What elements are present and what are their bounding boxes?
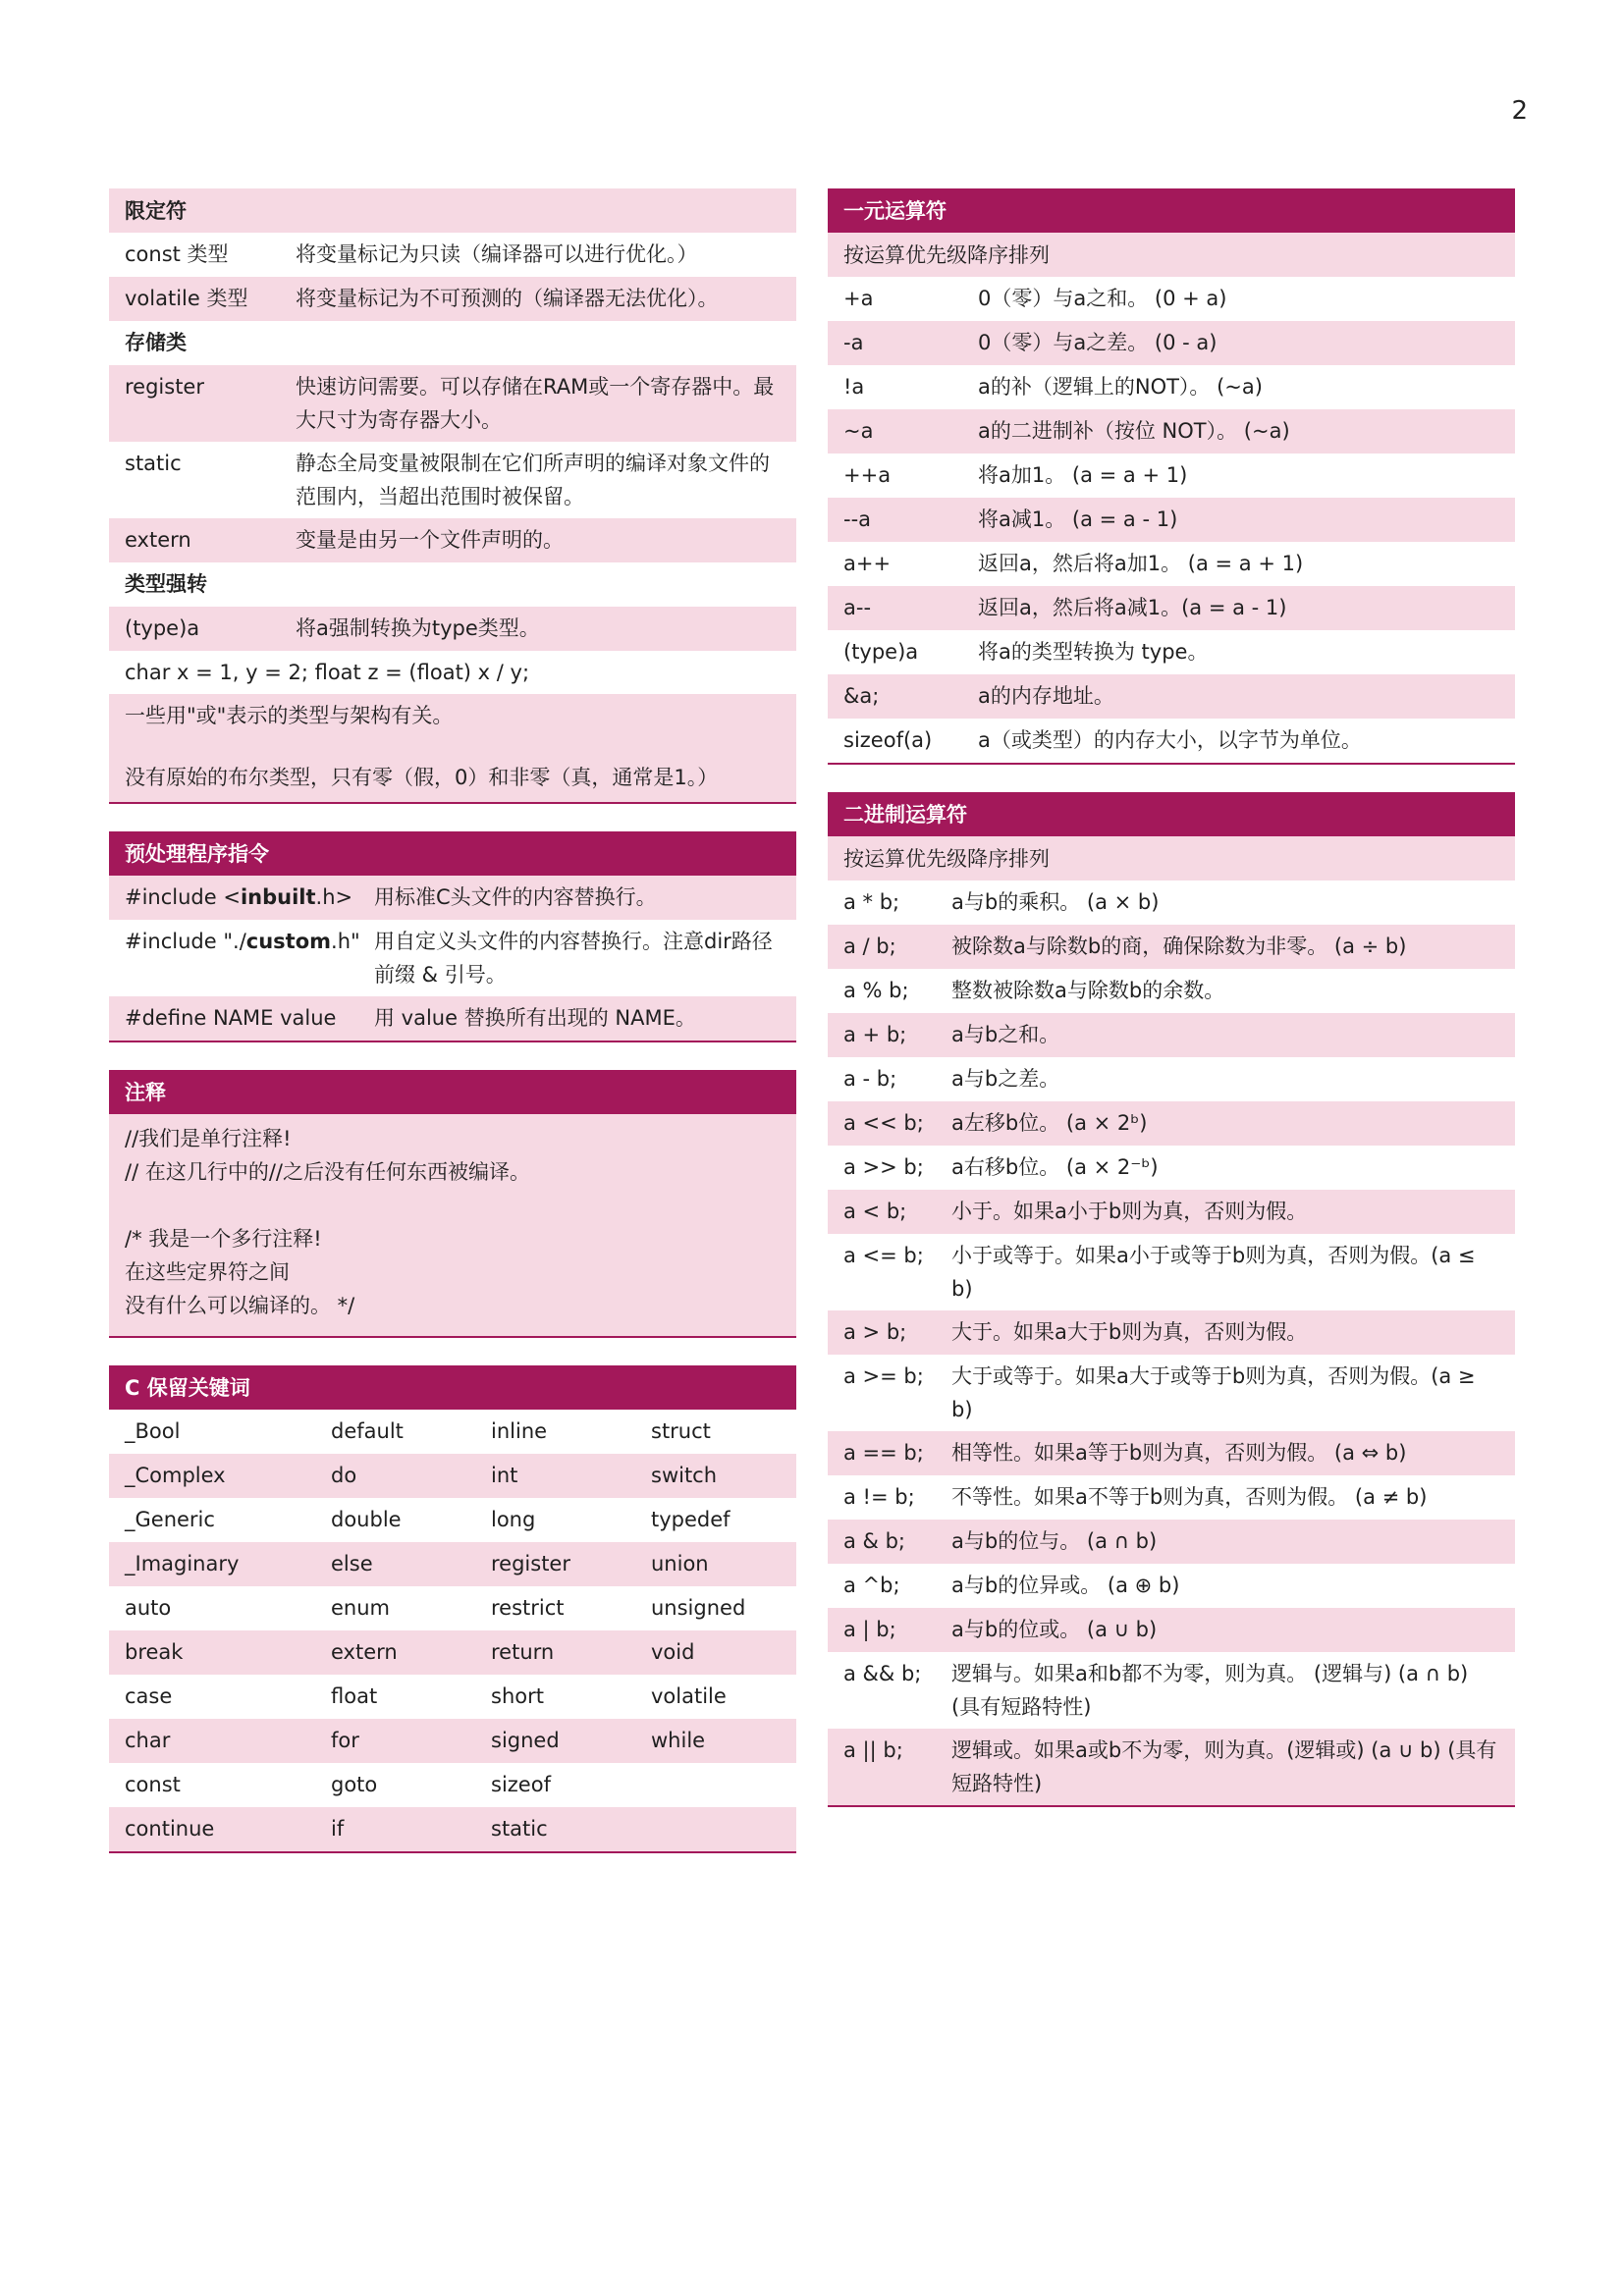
operator-row (828, 1013, 1515, 1057)
note-blank (109, 732, 796, 756)
keyword-cell: default (331, 1419, 404, 1443)
keyword-row (109, 1542, 796, 1586)
operator-symbol: a - b; (843, 1067, 897, 1091)
keyword-row (109, 1630, 796, 1675)
operator-symbol: a >= b; (843, 1364, 924, 1388)
qualifier-row (109, 277, 796, 321)
storage-row (109, 518, 796, 562)
operator-symbol: a * b; (843, 890, 900, 914)
operator-symbol: ++a (843, 463, 892, 487)
keyword-row (109, 1454, 796, 1498)
operator-symbol: a < b; (843, 1200, 907, 1223)
operator-symbol: a % b; (843, 979, 909, 1002)
keyword-cell: struct (651, 1419, 711, 1443)
operator-row (828, 719, 1515, 763)
directive-desc: 用标准C头文件的内容替换行。 (374, 885, 657, 909)
keyword-cell: double (331, 1508, 402, 1531)
keyword-row (109, 1763, 796, 1807)
storage-desc: 变量是由另一个文件声明的。 (296, 528, 564, 552)
qualifiers-section (109, 188, 796, 804)
operator-desc: 将a加1。 (a = a + 1) (978, 463, 1188, 487)
preprocessor-row (109, 876, 796, 920)
directive-suffix: .h" (331, 930, 360, 953)
note-architecture: 一些用"或"表示的类型与架构有关。 (109, 694, 796, 732)
keyword-cell: const (125, 1773, 181, 1796)
keyword-cell: while (651, 1729, 706, 1752)
operator-desc: 将a的类型转换为 type。 (978, 640, 1209, 664)
operator-desc: a的补（逻辑上的NOT）。 (~a) (978, 375, 1263, 399)
operator-symbol: a << b; (843, 1111, 924, 1135)
operator-desc: 返回a，然后将a加1。 (a = a + 1) (978, 552, 1304, 575)
comment-line: /* 我是一个多行注释! (125, 1227, 322, 1251)
operator-row (828, 1057, 1515, 1101)
operator-row (828, 542, 1515, 586)
keyword-cell: _Complex (125, 1464, 226, 1487)
qualifier-row (109, 233, 796, 277)
keyword-cell: goto (331, 1773, 378, 1796)
keyword-cell: if (331, 1817, 345, 1841)
directive-name: custom (245, 930, 332, 953)
operator-desc: 小于。如果a小于b则为真，否则为假。 (951, 1200, 1308, 1223)
keyword-cell: void (651, 1640, 695, 1664)
storage-desc: 静态全局变量被限制在它们所声明的编译对象文件的范围内，当超出范围时被保留。 (296, 452, 770, 508)
keyword-cell (635, 1763, 796, 1807)
directive-desc: 用自定义头文件的内容替换行。注意dir路径前缀 & 引号。 (374, 930, 773, 987)
comment-line: 在这些定界符之间 (125, 1260, 290, 1284)
keywords-section (109, 1365, 796, 1853)
keyword-cell: switch (651, 1464, 718, 1487)
keyword-cell: register (491, 1552, 570, 1575)
keyword-cell: sizeof (491, 1773, 551, 1796)
operator-desc: 逻辑与。如果a和b都不为零，则为真。 (逻辑与) (a ∩ b) (具有短路特性) (951, 1662, 1469, 1719)
comments-block (109, 1114, 796, 1336)
storage-key: register (125, 375, 204, 399)
operator-row (828, 969, 1515, 1013)
operator-desc: a与b之差。 (951, 1067, 1060, 1091)
operator-desc: a（或类型）的内存大小，以字节为单位。 (978, 728, 1362, 752)
operator-row (828, 586, 1515, 630)
cast-desc: 将a强制转换为type类型。 (296, 616, 540, 640)
keyword-row (109, 1807, 796, 1851)
operator-row (828, 1652, 1515, 1729)
keyword-cell: int (491, 1464, 518, 1487)
operator-desc: 大于。如果a大于b则为真，否则为假。 (951, 1320, 1308, 1344)
cast-row (109, 607, 796, 651)
directive (109, 876, 374, 920)
operator-row (828, 1190, 1515, 1234)
operator-desc: a与b的位与。 (a ∩ b) (951, 1529, 1158, 1553)
operator-row (828, 1520, 1515, 1564)
qualifiers-title: 限定符 (109, 188, 796, 233)
keyword-cell: _Generic (125, 1508, 215, 1531)
keyword-cell: extern (331, 1640, 398, 1664)
operator-desc: a与b之和。 (951, 1023, 1060, 1046)
operator-symbol: a >> b; (843, 1155, 924, 1179)
keyword-cell: unsigned (651, 1596, 746, 1620)
operator-symbol: a / b; (843, 934, 896, 958)
operator-symbol: +a (843, 287, 874, 310)
keyword-row (109, 1410, 796, 1454)
keyword-cell: continue (125, 1817, 215, 1841)
binary-table (828, 881, 1515, 1805)
keyword-cell: signed (491, 1729, 560, 1752)
keyword-cell (635, 1807, 796, 1851)
operator-row (828, 454, 1515, 498)
keyword-cell: float (331, 1684, 378, 1708)
operator-row (828, 277, 1515, 321)
cast-key: (type)a (125, 616, 200, 640)
operator-row (828, 1310, 1515, 1355)
operator-row (828, 1608, 1515, 1652)
keyword-cell: short (491, 1684, 544, 1708)
operator-desc: 0（零）与a之和。 (0 + a) (978, 287, 1227, 310)
operator-symbol: a ^b; (843, 1574, 900, 1597)
storage-row (109, 365, 796, 442)
operator-desc: 逻辑或。如果a或b不为零，则为真。(逻辑或) (a ∪ b) (具有短路特性) (951, 1738, 1497, 1795)
directive: #define NAME value (125, 1006, 337, 1030)
unary-section (828, 188, 1515, 765)
comment-line: 没有什么可以编译的。 */ (125, 1294, 355, 1317)
preprocessor-title: 预处理程序指令 (109, 831, 796, 876)
directive-prefix: #include < (125, 885, 241, 909)
right-column (828, 188, 1515, 1835)
operator-row (828, 365, 1515, 409)
operator-symbol: -a (843, 331, 864, 354)
directive-prefix: #include "./ (125, 930, 246, 953)
operator-desc: a与b的位或。 (a ∪ b) (951, 1618, 1158, 1641)
operator-desc: 将a减1。 (a = a - 1) (978, 507, 1178, 531)
keywords-table (109, 1410, 796, 1851)
operator-row (828, 1431, 1515, 1475)
operator-desc: 被除数a与除数b的商，确保除数为非零。 (a ÷ b) (951, 934, 1407, 958)
comment-line (125, 1189, 781, 1222)
qualifier-desc: 将变量标记为只读（编译器可以进行优化。） (296, 242, 698, 266)
operator-row (828, 925, 1515, 969)
operator-desc: a的内存地址。 (978, 684, 1114, 708)
operator-row (828, 630, 1515, 674)
operator-desc: 返回a，然后将a减1。(a = a - 1) (978, 596, 1287, 619)
qualifier-key: const 类型 (125, 242, 229, 266)
keyword-cell: do (331, 1464, 357, 1487)
unary-subtitle: 按运算优先级降序排列 (828, 233, 1515, 277)
operator-symbol: &a; (843, 684, 880, 708)
operator-symbol: a++ (843, 552, 892, 575)
keyword-cell: volatile (651, 1684, 727, 1708)
operator-desc: a与b的位异或。 (a ⊕ b) (951, 1574, 1180, 1597)
note-boolean: 没有原始的布尔类型，只有零（假，0）和非零（真，通常是1。） (109, 756, 796, 802)
operator-symbol: !a (843, 375, 865, 399)
storage-class-title: 存储类 (125, 331, 187, 354)
operator-symbol: ~a (843, 419, 874, 443)
operator-symbol: a + b; (843, 1023, 907, 1046)
directive (109, 920, 374, 996)
operator-row (828, 321, 1515, 365)
keyword-row (109, 1675, 796, 1719)
operator-symbol: a | b; (843, 1618, 896, 1641)
operator-symbol: a || b; (843, 1738, 903, 1762)
cast-example: char x = 1, y = 2; float z = (float) x / y; (125, 661, 530, 684)
keyword-cell: auto (125, 1596, 172, 1620)
operator-symbol: a && b; (843, 1662, 922, 1685)
operator-row (828, 1564, 1515, 1608)
directive-name: inbuilt (240, 885, 316, 909)
directive-desc: 用 value 替换所有出现的 NAME。 (374, 1006, 696, 1030)
operator-symbol: a & b; (843, 1529, 905, 1553)
binary-title: 二进制运算符 (828, 792, 1515, 836)
preprocessor-section (109, 831, 796, 1042)
storage-key: extern (125, 528, 191, 552)
unary-table (828, 277, 1515, 763)
keyword-row (109, 1586, 796, 1630)
page-number: 2 (1511, 96, 1528, 126)
operator-desc: a左移b位。 (a × 2ᵇ) (951, 1111, 1148, 1135)
type-cast-title: 类型强转 (125, 572, 207, 596)
operator-row (828, 409, 1515, 454)
operator-desc: 0（零）与a之差。 (0 - a) (978, 331, 1218, 354)
operator-symbol: --a (843, 507, 872, 531)
storage-key: static (125, 452, 182, 475)
binary-section (828, 792, 1515, 1807)
keyword-cell: _Imaginary (125, 1552, 240, 1575)
keyword-cell: return (491, 1640, 555, 1664)
comment-line: // 在这几行中的//之后没有任何东西被编译。 (125, 1160, 530, 1184)
operator-desc: a与b的乘积。 (a × b) (951, 890, 1160, 914)
operator-desc: 大于或等于。如果a大于或等于b则为真，否则为假。(a ≥ b) (951, 1364, 1476, 1421)
operator-desc: a右移b位。 (a × 2⁻ᵇ) (951, 1155, 1159, 1179)
operator-row (828, 1729, 1515, 1805)
qualifier-key: volatile 类型 (125, 287, 248, 310)
operator-desc: 不等性。如果a不等于b则为真，否则为假。 (a ≠ b) (951, 1485, 1428, 1509)
operator-symbol: a != b; (843, 1485, 915, 1509)
operator-row (828, 1234, 1515, 1310)
keyword-cell: restrict (491, 1596, 565, 1620)
left-column (109, 188, 796, 1881)
operator-desc: 整数被除数a与除数b的余数。 (951, 979, 1225, 1002)
keyword-cell: typedef (651, 1508, 731, 1531)
storage-row (109, 442, 796, 518)
operator-row (828, 1101, 1515, 1146)
keyword-cell: else (331, 1552, 373, 1575)
comments-title: 注释 (109, 1070, 796, 1114)
operator-row (828, 881, 1515, 925)
operator-symbol: a <= b; (843, 1244, 924, 1267)
operator-desc: 相等性。如果a等于b则为真，否则为假。 (a ⇔ b) (951, 1441, 1407, 1465)
keyword-cell: enum (331, 1596, 390, 1620)
keyword-cell: for (331, 1729, 359, 1752)
unary-title: 一元运算符 (828, 188, 1515, 233)
keyword-row (109, 1498, 796, 1542)
keyword-cell: _Bool (125, 1419, 181, 1443)
operator-desc: a的二进制补（按位 NOT）。 (~a) (978, 419, 1290, 443)
operator-symbol: a == b; (843, 1441, 924, 1465)
operator-row (828, 1355, 1515, 1431)
operator-symbol: a > b; (843, 1320, 907, 1344)
preprocessor-row (109, 996, 796, 1041)
preprocessor-row (109, 920, 796, 996)
keyword-cell: break (125, 1640, 184, 1664)
operator-row (828, 674, 1515, 719)
operator-row (828, 498, 1515, 542)
binary-subtitle: 按运算优先级降序排列 (828, 836, 1515, 881)
operator-row (828, 1146, 1515, 1190)
directive-suffix: .h> (315, 885, 353, 909)
operator-row (828, 1475, 1515, 1520)
keyword-cell: inline (491, 1419, 548, 1443)
operator-symbol: sizeof(a) (843, 728, 933, 752)
storage-desc: 快速访问需要。可以存储在RAM或一个寄存器中。最大尺寸为寄存器大小。 (296, 375, 775, 432)
keyword-cell: long (491, 1508, 536, 1531)
comments-section (109, 1070, 796, 1338)
operator-symbol: a-- (843, 596, 872, 619)
keyword-row (109, 1719, 796, 1763)
keyword-cell: union (651, 1552, 709, 1575)
operator-symbol: (type)a (843, 640, 919, 664)
keyword-cell: case (125, 1684, 173, 1708)
keywords-title: C 保留关键词 (109, 1365, 796, 1410)
qualifier-desc: 将变量标记为不可预测的（编译器无法优化）。 (296, 287, 719, 310)
operator-desc: 小于或等于。如果a小于或等于b则为真，否则为假。(a ≤ b) (951, 1244, 1476, 1301)
comment-line: //我们是单行注释! (125, 1127, 292, 1150)
keyword-cell: static (491, 1817, 548, 1841)
keyword-cell: char (125, 1729, 171, 1752)
